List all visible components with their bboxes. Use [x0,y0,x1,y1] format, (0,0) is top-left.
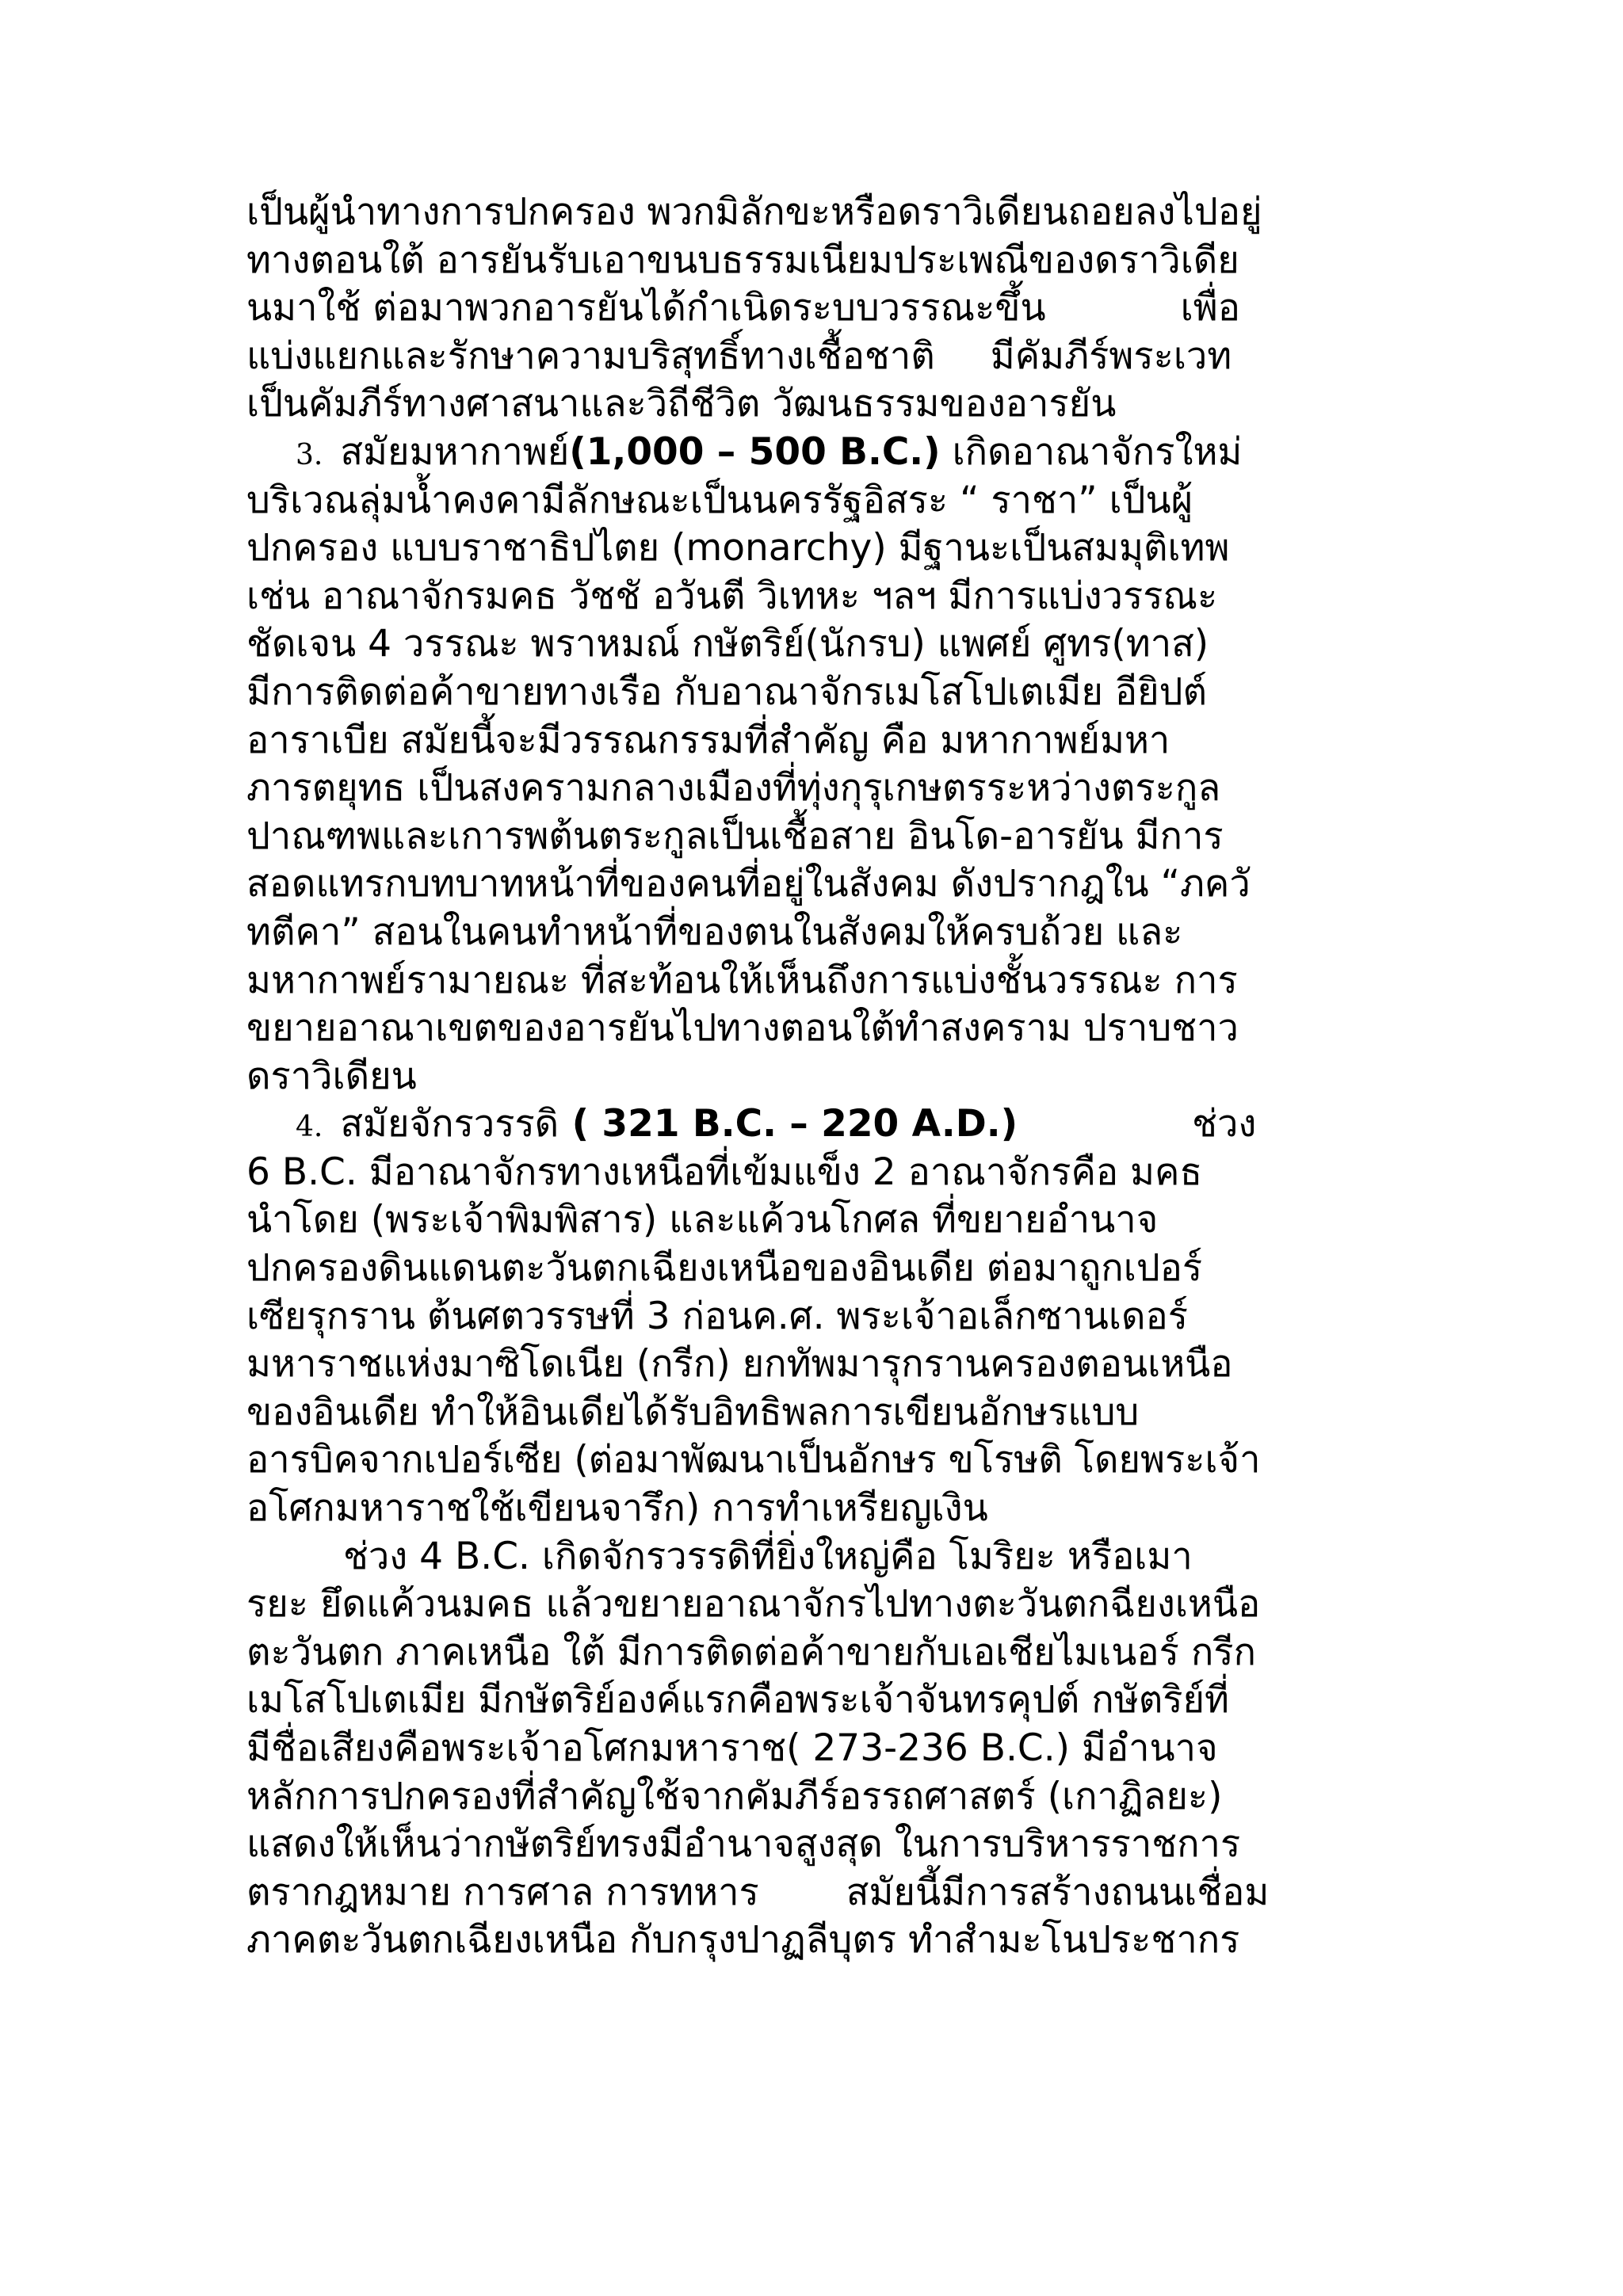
line-text: บริเวณลุ่มน้ำคงคามีลักษณะเป็นนครรัฐอิสระ “ ราชา” เป็นผู้ [246,478,1193,522]
line-text: ทางตอนใต้ อารยันรับเอาขนบธรรมเนียมประเพณีของดราวิเดีย [246,238,1239,282]
line-text: เซียรุกราน ต้นศตวรรษที่ 3 ก่อนค.ศ. พระเจ้าอเล็กซานเดอร์ [246,1294,1188,1338]
line-tail: สมัยนี้มีการสร้างถนนเชื่อม [846,1870,1270,1914]
line-text: เมโสโปเตเมีย มีกษัตริย์องค์แรกคือพระเจ้าจันทรคุปต์ กษัตริย์ที่ [246,1678,1229,1722]
text-line [246,765,1388,813]
text-line [246,1293,1388,1341]
line-text: รยะ ยึดแค้วนมคธ แล้วขยายอาณาจักรไปทางตะวันตกฉียงเหนือ [246,1582,1261,1627]
document-body [246,189,1388,1965]
section-heading [246,1100,1388,1149]
text-line [246,1581,1388,1629]
line-text: นมาใช้ ต่อมาพวกอารยันได้กำเนิดระบบวรรณะขึ้น [246,286,1046,330]
line-text: แบ่งแยกและรักษาความบริสุทธิ์ทางเชื้อชาติ [246,334,935,378]
text-line [246,189,1388,237]
line-tail: เพื่อ [1180,286,1240,330]
text-line [246,1725,1388,1773]
text-line [246,333,1388,381]
line-text: เกิดอาณาจักรใหม่ [940,429,1243,474]
line-text: แสดงให้เห็นว่ากษัตริย์ทรงมีอำนาจสูงสุด ในการบริหารราชการ [246,1822,1241,1867]
line-text: ชัดเจน 4 วรรณะ พราหมณ์ กษัตริย์(นักรบ) แพศย์ ศูทร(ทาส) [246,622,1209,666]
text-line [246,380,1388,429]
line-tail: ช่วง [1192,1102,1257,1146]
section-title: สมัยจักรวรรดิ [340,1102,559,1146]
text-line [246,669,1388,717]
text-line [246,860,1388,909]
line-text: ขยายอาณาเขตของอารยันไปทางตอนใต้ทำสงคราม ปราบชาว [246,1006,1239,1051]
text-line [246,1341,1388,1389]
text-line [246,620,1388,669]
text-line [246,1245,1388,1293]
text-line [246,1053,1388,1101]
line-text: ทตีคา” สอนในคนทำหน้าที่ของตนในสังคมให้ครบถ้วย และ [246,910,1183,954]
line-text: อารบิคจากเปอร์เซีย (ต่อมาพัฒนาเป็นอักษร ขโรษติ โดยพระเจ้า [246,1438,1261,1482]
text-line [246,1196,1388,1245]
line-text: ของอินเดีย ทำให้อินเดียได้รับอิทธิพลการเขียนอักษรแบบ [246,1390,1140,1434]
text-line [246,717,1388,765]
line-text: เช่น อาณาจักรมคธ วัชชั อวันตี วิเทหะ ฯลฯ มีการแบ่งวรรณะ [246,574,1218,618]
text-line [246,1917,1388,1965]
line-text: เป็นผู้นำทางการปกครอง พวกมิลักขะหรือดราวิเดียนถอยลงไปอยู่ [246,190,1262,234]
line-text: มีการติดต่อค้าขายทางเรือ กับอาณาจักรเมโสโปเตเมีย อียิปต์ [246,669,1207,714]
line-text: สอดแทรกบทบาทหน้าที่ของคนที่อยู่ในสังคม ดังปรากฎใน “ภควั [246,862,1251,906]
line-text: ตะวันตก ภาคเหนือ ใต้ มีการติดต่อค้าขายกับเอเชียไมเนอร์ กรีก [246,1630,1257,1674]
line-text: ภาคตะวันตกเฉียงเหนือ กับกรุงปาฏลีบุตร ทำสำมะโนประชากร [246,1918,1240,1962]
line-text: 6 B.C. มีอาณาจักรทางเหนือที่เข้มแข็ง 2 อาณาจักรคือ มคธ [246,1150,1203,1194]
line-text: เป็นคัมภีร์ทางศาสนาและวิถีชีวิต วัฒนธรรมของอารยัน [246,382,1117,426]
text-line [246,909,1388,957]
section-number: 3. [296,438,323,471]
section-dates: (1,000 – 500 B.C.) [569,429,941,474]
text-line [246,573,1388,621]
text-line [246,1389,1388,1437]
text-line [246,957,1388,1005]
text-line [246,1676,1388,1725]
text-line [246,477,1388,525]
line-text: มีชื่อเสียงคือพระเจ้าอโศกมหาราช( 273-236 B.C.) มีอำนาจ [246,1726,1218,1770]
section-dates: ( 321 B.C. – 220 A.D.) [559,1102,1018,1146]
text-line [246,1629,1388,1677]
line-text: ปกครองดินแดนตะวันตกเฉียงเหนือของอินเดีย ต่อมาถูกเปอร์ [246,1246,1203,1291]
text-line [246,1485,1388,1533]
text-line [246,1005,1388,1053]
line-text: หลักการปกครองที่สำคัญใช้จากคัมภีร์อรรถศาสตร์ (เกาฏิลยะ) [246,1774,1223,1818]
text-line [246,524,1388,573]
line-text: ปกครอง แบบราชาธิปไตย (monarchy) มีฐานะเป็นสมมุติเทพ [246,526,1230,570]
line-text: ตรากฎหมาย การศาล การทหาร [246,1870,759,1914]
paragraph-first-line [246,1533,1388,1581]
text-line [246,1149,1388,1197]
line-text: มหาราชแห่งมาซิโดเนีย (กรีก) ยกทัพมารุกรานครองตอนเหนือ [246,1342,1233,1386]
section-number: 4. [296,1111,323,1144]
line-text: มหากาพย์รามายณะ ที่สะท้อนให้เห็นถึงการแบ่งชั้นวรรณะ การ [246,958,1238,1002]
text-line [246,813,1388,861]
line-text: นำโดย (พระเจ้าพิมพิสาร) และแค้วนโกศล ที่ขยายอำนาจ [246,1198,1159,1242]
text-line [246,1436,1388,1485]
line-text: อาราเบีย สมัยนี้จะมีวรรณกรรมที่สำคัญ คือ มหากาพย์มหา [246,718,1170,762]
text-line [246,1869,1388,1917]
section-heading [246,429,1388,477]
text-line [246,1821,1388,1869]
line-tail: มีคัมภีร์พระเวท [990,334,1232,378]
section-title: สมัยมหากาพย์ [340,429,570,474]
text-line [246,1773,1388,1821]
line-text: ปาณฑพและเการพต้นตระกูลเป็นเชื้อสาย อินโด-อารยัน มีการ [246,814,1224,858]
line-text: อโศกมหาราชใช้เขียนจารึก) การทำเหรียญเงิน [246,1486,988,1531]
line-text: ช่วง 4 B.C. เกิดจักรวรรดิที่ยิ่งใหญ่คือ โมริยะ หรือเมา [343,1534,1193,1578]
line-text: ดราวิเดียน [246,1054,417,1098]
text-line [246,237,1388,285]
text-line [246,284,1388,333]
line-text: ภารตยุทธ เป็นสงครามกลางเมืองที่ทุ่งกุรุเกษตรระหว่างตระกูล [246,766,1221,810]
